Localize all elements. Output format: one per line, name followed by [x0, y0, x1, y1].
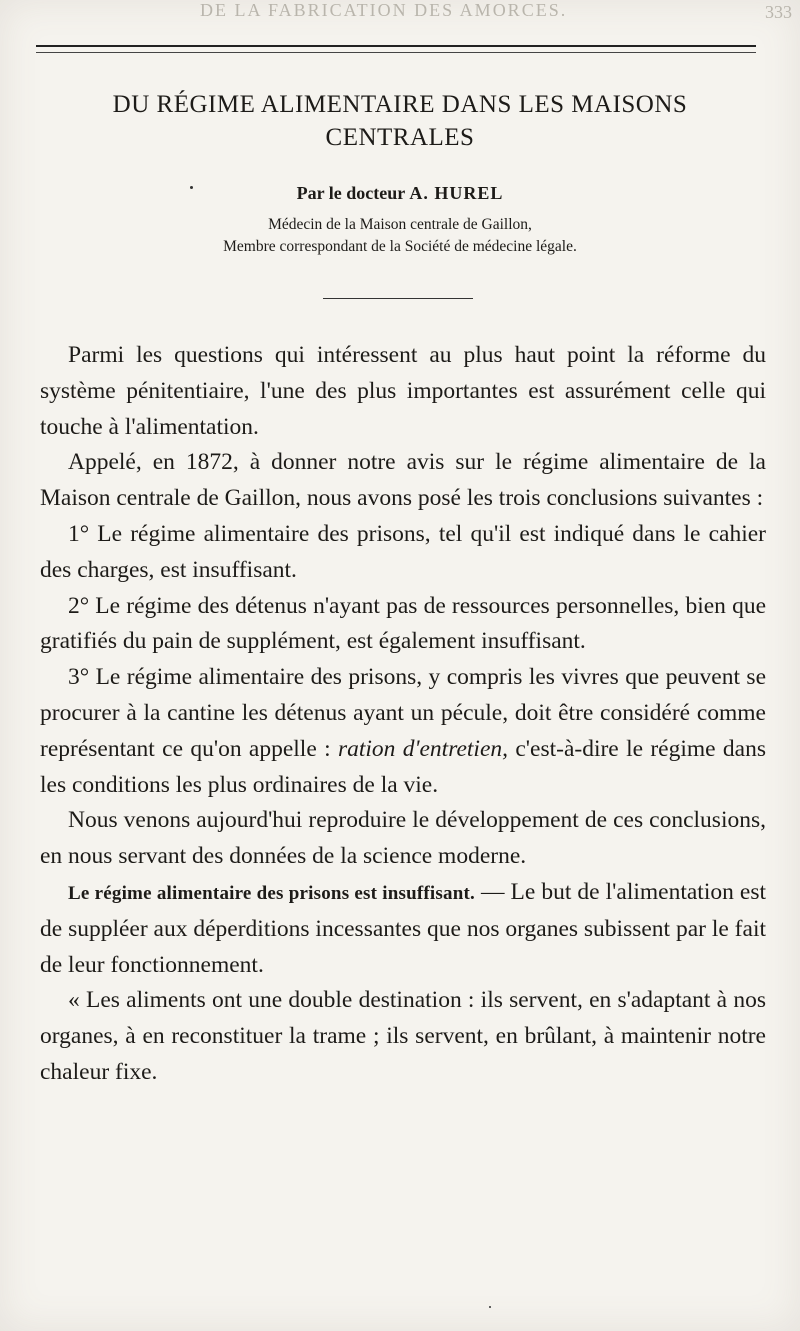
- conclusion-1: 1° Le régime alimentaire des prisons, tel qu'il est indiqué dans le cahier des charges, est insuffisant.: [40, 520, 766, 583]
- paragraph-intro: Parmi les questions qui intéressent au plus haut point la réforme du système pénitentiaire, l'une des plus importantes est assurément celle qui touche à l'alimentation.: [40, 342, 766, 440]
- paragraph-insufficient: [40, 875, 766, 983]
- conclusion-3: [40, 660, 766, 803]
- author-name: A. HUREL: [409, 183, 504, 203]
- byline-prefix: Par le docteur: [296, 183, 405, 203]
- print-speck: [190, 186, 193, 189]
- run-in-heading: Le régime alimentaire des prisons est insuffisant.: [68, 882, 475, 904]
- byline: [0, 183, 800, 204]
- author-affiliation-1: Médecin de la Maison centrale de Gaillon,: [268, 216, 532, 233]
- conclusion-3-end: c'est-à-dire le régime dans les conditions les plus ordinaires de la vie.: [40, 735, 766, 798]
- bleed-through-page-number: 333: [765, 2, 792, 22]
- print-speck: [489, 1306, 491, 1308]
- author-affiliation-2: Membre correspondant de la Société de médecine légale.: [223, 238, 577, 255]
- bleed-through-header: DE LA FABRICATION DES AMORCES.: [200, 0, 568, 20]
- top-double-rule: [36, 45, 756, 53]
- conclusion-3-italic-term: ration d'entretien,: [337, 735, 509, 762]
- article-title: DU RÉGIME ALIMENTAIRE DANS LES MAISONS CENTRALES: [112, 91, 688, 151]
- conclusion-3-start: 3° Le régime alimentaire des prisons, y compris les vivres que peuvent se procurer à la cantine les détenus ayant un pécule, doit être considéré comme représentant ce qu'on appelle :: [40, 664, 766, 762]
- paragraph-context: Appelé, en 1872, à donner notre avis sur le régime alimentaire de la Maison centrale de Gaillon, nous avons posé les trois conclusions suivantes :: [40, 449, 766, 512]
- conclusion-2: 2° Le régime des détenus n'ayant pas de ressources personnelles, bien que gratifiés du pain de supplément, est également insuffisant.: [40, 592, 766, 655]
- paragraph-development: Nous venons aujourd'hui reproduire le développement de ces conclusions, en nous servant des données de la science moderne.: [40, 807, 766, 870]
- article-body: [40, 338, 766, 1091]
- paragraph-quote: « Les aliments ont une double destination : ils servent, en s'adaptant à nos organes, à en reconstituer la trame ; ils servent, en brûlant, à maintenir notre chaleur fixe.: [40, 987, 766, 1085]
- section-divider-rule: [323, 298, 473, 299]
- paragraph-insufficient-text: — Le but de l'alimentation est de suppléer aux déperditions incessantes que nos organes subissent par le fait de leur fonctionnement.: [40, 878, 766, 978]
